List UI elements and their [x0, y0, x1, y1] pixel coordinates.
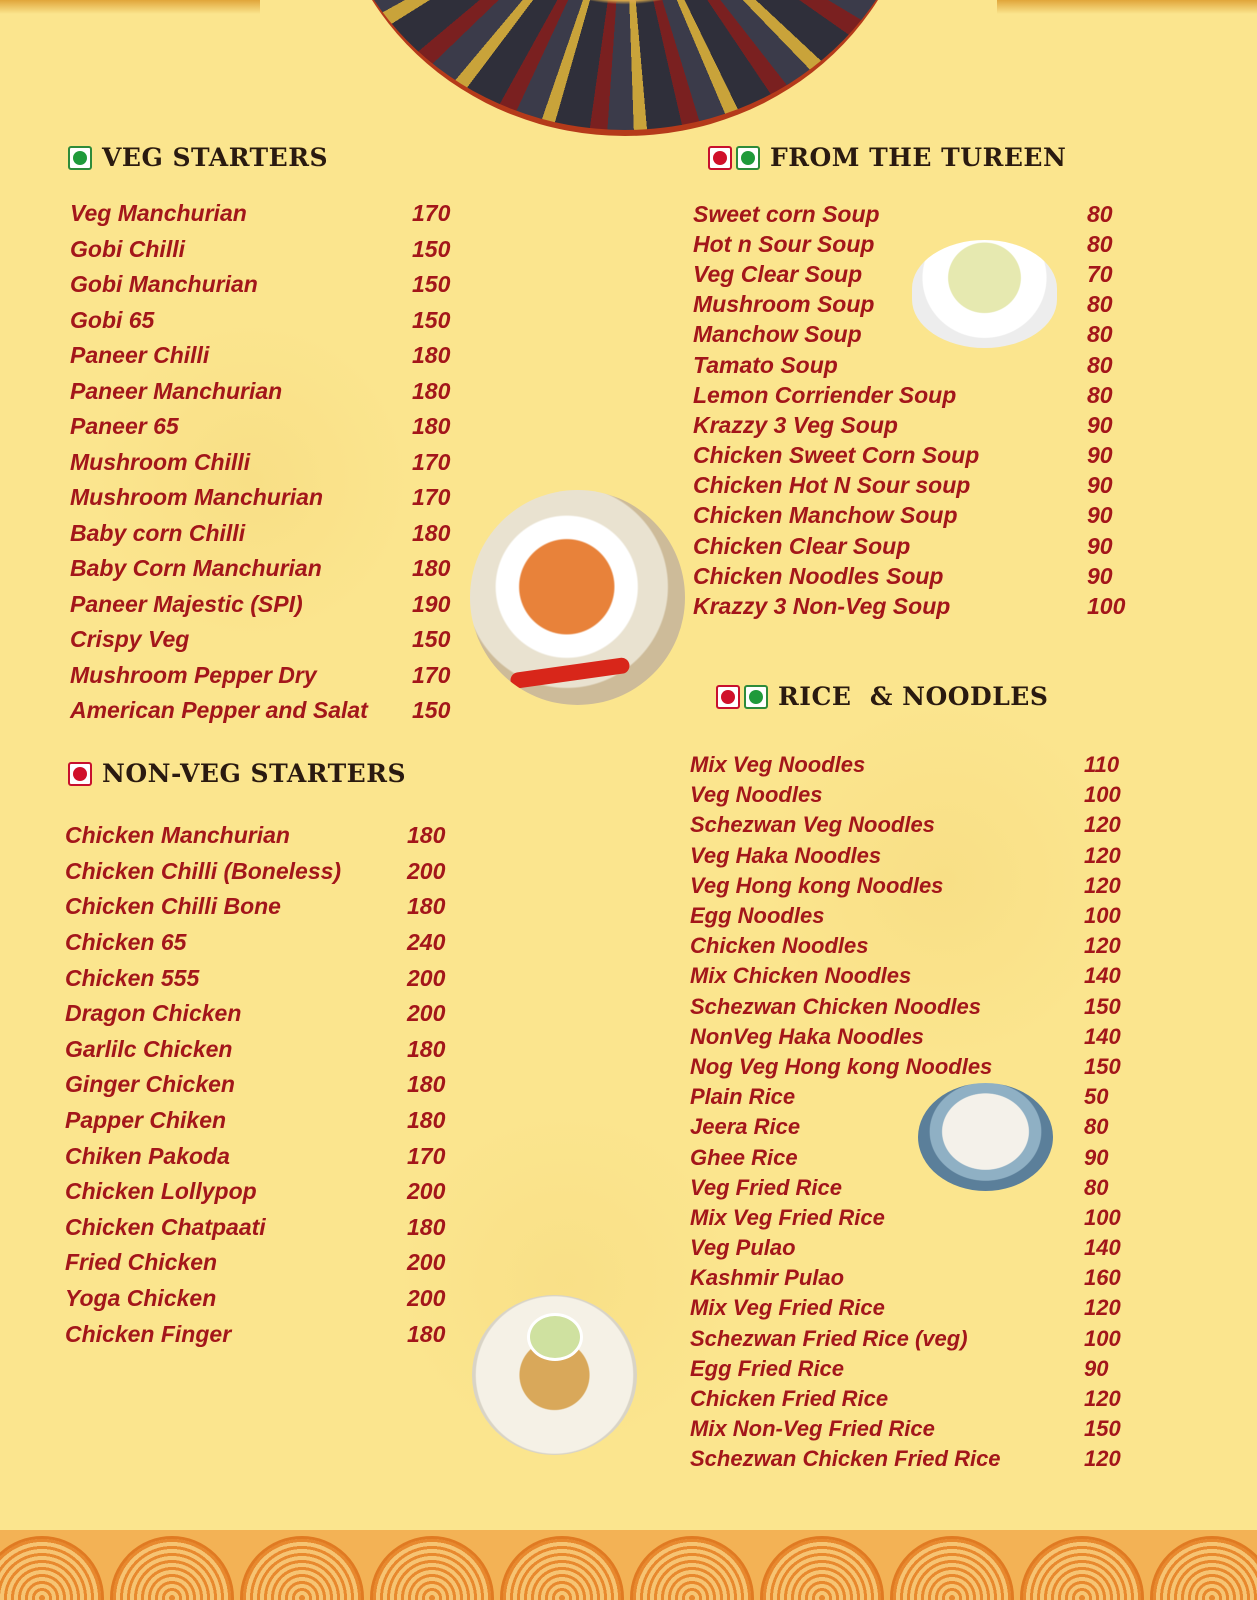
menu-item-name: Krazzy 3 Veg Soup — [693, 411, 898, 438]
menu-item-name: Paneer Manchurian — [70, 377, 283, 404]
menu-item-price: 180 — [407, 1035, 446, 1062]
menu-item-price: 90 — [1084, 1144, 1109, 1170]
menu-item — [70, 196, 458, 232]
menu-item — [70, 516, 458, 552]
menu-item — [690, 961, 1130, 991]
menu-item-price: 180 — [407, 1213, 446, 1240]
menu-item — [65, 1316, 453, 1352]
menu-item-price: 80 — [1087, 200, 1113, 227]
menu-item — [693, 591, 1133, 621]
chicken-finger-plate-image — [472, 1295, 637, 1455]
menu-item — [690, 871, 1130, 901]
menu-item — [690, 780, 1130, 810]
menu-item-price: 240 — [407, 929, 446, 956]
menu-item-price: 190 — [412, 590, 451, 617]
menu-item — [690, 1173, 1130, 1203]
menu-item-price: 180 — [407, 1071, 446, 1098]
menu-item-name: Chicken Finger — [65, 1320, 232, 1347]
veg-starters-title: VEG STARTERS — [102, 143, 329, 172]
rice-noodles-title: RICE & NOODLES — [778, 682, 1049, 711]
menu-item — [690, 992, 1130, 1022]
menu-item-name: Schezwan Chicken Fried Rice — [690, 1446, 1001, 1472]
menu-item-price: 150 — [1084, 1416, 1121, 1442]
menu-item-name: Dragon Chicken — [65, 1000, 242, 1027]
menu-item-price: 170 — [407, 1142, 446, 1169]
menu-item-price: 200 — [407, 1178, 446, 1205]
menu-item-price: 180 — [407, 1107, 446, 1134]
menu-item-name: Crispy Veg — [70, 626, 190, 653]
menu-item-price: 140 — [1084, 1235, 1121, 1261]
menu-item-price: 100 — [1087, 593, 1126, 620]
menu-item-name: Chicken 65 — [65, 929, 187, 956]
menu-item-price: 150 — [412, 626, 451, 653]
menu-item — [65, 1281, 453, 1317]
menu-item-name: Lemon Corriender Soup — [693, 381, 957, 408]
menu-item — [690, 810, 1130, 840]
menu-item-name: Paneer Majestic (SPI) — [70, 590, 303, 617]
menu-item-price: 180 — [412, 519, 451, 546]
menu-item-name: Yoga Chicken — [65, 1285, 217, 1312]
menu-item-name: Sweet corn Soup — [693, 200, 880, 227]
menu-item — [693, 501, 1133, 531]
menu-item-price: 150 — [412, 697, 451, 724]
menu-item-price: 150 — [412, 271, 451, 298]
menu-item — [70, 587, 458, 623]
menu-item-name: Veg Noodles — [690, 782, 823, 808]
menu-item-price: 200 — [407, 1000, 446, 1027]
top-right-ornament — [997, 0, 1257, 14]
menu-item-name: Mushroom Pepper Dry — [70, 661, 317, 688]
menu-item-price: 80 — [1087, 230, 1113, 257]
menu-item-name: Veg Manchurian — [70, 200, 247, 227]
menu-item-price: 120 — [1084, 872, 1121, 898]
menu-item-name: Baby Corn Manchurian — [70, 555, 322, 582]
menu-item-price: 120 — [1084, 933, 1121, 959]
menu-item-name: Hot n Sour Soup — [693, 230, 875, 257]
menu-item — [693, 320, 1133, 350]
menu-item-price: 100 — [1084, 782, 1121, 808]
menu-item-price: 120 — [1084, 1386, 1121, 1412]
nonveg-indicator-icon — [68, 762, 92, 786]
menu-item-price: 120 — [1084, 1295, 1121, 1321]
menu-item — [690, 931, 1130, 961]
menu-item-price: 180 — [412, 377, 451, 404]
menu-item — [690, 1324, 1130, 1354]
menu-item — [65, 1174, 453, 1210]
menu-item-name: Tamato Soup — [693, 351, 838, 378]
menu-item-price: 90 — [1087, 411, 1113, 438]
menu-item — [690, 1082, 1130, 1112]
menu-item-price: 200 — [407, 964, 446, 991]
menu-item-name: Veg Hong kong Noodles — [690, 872, 944, 898]
menu-item — [690, 901, 1130, 931]
menu-item — [70, 480, 458, 516]
menu-item-name: Chicken Lollypop — [65, 1178, 257, 1205]
menu-item-name: Gobi Chilli — [70, 235, 185, 262]
menu-item — [693, 229, 1133, 259]
menu-item-name: Mix Veg Noodles — [690, 752, 866, 778]
menu-item-price: 180 — [412, 413, 451, 440]
menu-item-price: 170 — [412, 484, 451, 511]
menu-item — [65, 1067, 453, 1103]
menu-item-price: 80 — [1084, 1114, 1109, 1140]
menu-item-price: 200 — [407, 1249, 446, 1276]
menu-item-name: Mix Veg Fried Rice — [690, 1295, 885, 1321]
rice-noodles-list — [690, 750, 1130, 1475]
menu-item-price: 100 — [1084, 1325, 1121, 1351]
menu-item-price: 120 — [1084, 842, 1121, 868]
menu-item-name: NonVeg Haka Noodles — [690, 1023, 924, 1049]
menu-item — [65, 889, 453, 925]
bottom-ornamental-border — [0, 1530, 1257, 1600]
menu-item-price: 180 — [407, 893, 446, 920]
menu-item-price: 90 — [1087, 472, 1113, 499]
rice-noodles-heading — [716, 682, 1048, 711]
menu-item-price: 120 — [1084, 812, 1121, 838]
menu-item-name: Chicken Fried Rice — [690, 1386, 889, 1412]
veg-starters-heading — [68, 143, 328, 172]
menu-item-name: Plain Rice — [690, 1084, 796, 1110]
menu-item — [693, 199, 1133, 229]
menu-item-price: 150 — [412, 306, 451, 333]
menu-item — [693, 471, 1133, 501]
menu-item — [65, 818, 453, 854]
clear-soup-bowl-image — [912, 240, 1057, 348]
veg-indicator-icon — [736, 146, 760, 170]
menu-item-name: American Pepper and Salat — [70, 697, 368, 724]
menu-item — [690, 1444, 1130, 1474]
menu-item-name: Veg Clear Soup — [693, 260, 863, 287]
menu-item-name: Gobi 65 — [70, 306, 155, 333]
menu-item — [690, 1354, 1130, 1384]
menu-item — [70, 445, 458, 481]
menu-item — [70, 232, 458, 268]
menu-item — [693, 561, 1133, 591]
menu-item-name: Paneer 65 — [70, 413, 179, 440]
menu-item-name: Chicken Noodles Soup — [693, 562, 944, 589]
menu-item — [693, 531, 1133, 561]
menu-item — [690, 1414, 1130, 1444]
menu-item-price: 90 — [1087, 502, 1113, 529]
nonveg-starters-heading — [68, 759, 406, 788]
menu-item — [65, 1210, 453, 1246]
menu-item — [690, 1233, 1130, 1263]
veg-indicator-icon — [744, 685, 768, 709]
menu-item-price: 170 — [412, 200, 451, 227]
menu-item — [70, 409, 458, 445]
menu-item-name: Chiken Pakoda — [65, 1142, 230, 1169]
menu-item — [70, 693, 458, 729]
menu-item — [70, 338, 458, 374]
menu-item-name: Mix Veg Fried Rice — [690, 1204, 885, 1230]
menu-item-price: 180 — [412, 555, 451, 582]
menu-item — [693, 410, 1133, 440]
menu-item-name: Chicken Chatpaati — [65, 1213, 266, 1240]
menu-item-name: Veg Fried Rice — [690, 1174, 843, 1200]
menu-item-name: Mushroom Manchurian — [70, 484, 324, 511]
menu-item-name: Ghee Rice — [690, 1144, 798, 1170]
menu-item — [70, 622, 458, 658]
menu-item-price: 80 — [1087, 351, 1113, 378]
menu-item-price: 120 — [1084, 1446, 1121, 1472]
menu-item-name: Jeera Rice — [690, 1114, 801, 1140]
menu-item — [70, 267, 458, 303]
menu-item-name: Chicken Manchow Soup — [693, 502, 958, 529]
menu-item — [690, 1052, 1130, 1082]
menu-item-price: 80 — [1087, 381, 1113, 408]
menu-item-name: Mushroom Chilli — [70, 448, 251, 475]
menu-item-name: Fried Chicken — [65, 1249, 218, 1276]
menu-item — [65, 996, 453, 1032]
menu-item — [70, 658, 458, 694]
menu-item — [690, 1142, 1130, 1172]
menu-item-name: Schezwan Veg Noodles — [690, 812, 935, 838]
menu-item — [690, 1293, 1130, 1323]
rice-bowl-image — [918, 1083, 1053, 1191]
menu-item-name: Egg Noodles — [690, 903, 825, 929]
menu-item — [690, 750, 1130, 780]
menu-item-name: Chicken Sweet Corn Soup — [693, 442, 980, 469]
menu-item — [693, 441, 1133, 471]
menu-item — [693, 350, 1133, 380]
menu-item-price: 200 — [407, 1285, 446, 1312]
menu-item-name: Veg Haka Noodles — [690, 842, 882, 868]
menu-item-name: Mix Non-Veg Fried Rice — [690, 1416, 935, 1442]
menu-item-name: Chicken Clear Soup — [693, 532, 911, 559]
menu-item-name: Chicken Manchurian — [65, 822, 290, 849]
menu-item-price: 140 — [1084, 1023, 1121, 1049]
menu-item-name: Schezwan Fried Rice (veg) — [690, 1325, 968, 1351]
menu-item — [65, 1138, 453, 1174]
menu-item-name: Gobi Manchurian — [70, 271, 258, 298]
nonveg-starters-list — [65, 818, 453, 1352]
menu-item-name: Mix Chicken Noodles — [690, 963, 912, 989]
menu-item-price: 200 — [407, 857, 446, 884]
menu-item — [690, 1022, 1130, 1052]
menu-item — [690, 841, 1130, 871]
menu-item-price: 150 — [412, 235, 451, 262]
menu-item-price: 80 — [1087, 321, 1113, 348]
menu-item — [690, 1263, 1130, 1293]
menu-item-name: Egg Fried Rice — [690, 1355, 845, 1381]
menu-item-price: 90 — [1087, 442, 1113, 469]
menu-item — [70, 374, 458, 410]
menu-item-price: 100 — [1084, 1204, 1121, 1230]
menu-item-name: Mushroom Soup — [693, 291, 875, 318]
menu-item — [690, 1112, 1130, 1142]
menu-item — [65, 925, 453, 961]
veg-starters-list — [70, 196, 458, 729]
menu-item-price: 140 — [1084, 963, 1121, 989]
menu-item-price: 80 — [1087, 291, 1113, 318]
menu-item — [690, 1203, 1130, 1233]
menu-item-price: 170 — [412, 661, 451, 688]
menu-item-price: 150 — [1084, 993, 1121, 1019]
menu-item-price: 110 — [1084, 752, 1120, 778]
menu-item-price: 170 — [412, 448, 451, 475]
menu-item — [70, 551, 458, 587]
tureen-list — [693, 199, 1133, 622]
nonveg-indicator-icon — [708, 146, 732, 170]
menu-item-name: Kashmir Pulao — [690, 1265, 845, 1291]
menu-item — [690, 1384, 1130, 1414]
menu-item-price: 150 — [1084, 1053, 1121, 1079]
veg-indicator-icon — [68, 146, 92, 170]
menu-item — [65, 854, 453, 890]
menu-item — [693, 380, 1133, 410]
menu-item — [65, 1245, 453, 1281]
menu-item-price: 50 — [1084, 1084, 1109, 1110]
menu-item-name: Chicken Noodles — [690, 933, 869, 959]
menu-item-name: Garlilc Chicken — [65, 1035, 233, 1062]
menu-item-price: 160 — [1084, 1265, 1121, 1291]
nonveg-starters-title: NON-VEG STARTERS — [102, 759, 407, 788]
menu-item — [70, 303, 458, 339]
menu-item-name: Veg Pulao — [690, 1235, 796, 1261]
menu-item-price: 90 — [1087, 532, 1113, 559]
menu-item-price: 90 — [1087, 562, 1113, 589]
nonveg-indicator-icon — [716, 685, 740, 709]
menu-item-name: Nog Veg Hong kong Noodles — [690, 1053, 993, 1079]
menu-item-name: Schezwan Chicken Noodles — [690, 993, 981, 1019]
top-left-ornament — [0, 0, 260, 14]
menu-item-name: Papper Chiken — [65, 1107, 227, 1134]
menu-item-name: Chicken Hot N Sour soup — [693, 472, 971, 499]
menu-item-name: Chicken Chilli (Boneless) — [65, 857, 342, 884]
menu-item-name: Manchow Soup — [693, 321, 862, 348]
menu-item-name: Chicken Chilli Bone — [65, 893, 281, 920]
tureen-heading — [708, 143, 1066, 172]
menu-item-price: 70 — [1087, 260, 1113, 287]
menu-item-name: Paneer Chilli — [70, 342, 210, 369]
tureen-title: FROM THE TUREEN — [770, 143, 1067, 172]
menu-item-price: 100 — [1084, 903, 1121, 929]
menu-item-name: Chicken 555 — [65, 964, 200, 991]
menu-item-price: 180 — [407, 822, 446, 849]
menu-item — [65, 1032, 453, 1068]
menu-item — [65, 1103, 453, 1139]
menu-item-name: Ginger Chicken — [65, 1071, 235, 1098]
menu-item-price: 180 — [412, 342, 451, 369]
menu-item-price: 180 — [407, 1320, 446, 1347]
menu-item-name: Krazzy 3 Non-Veg Soup — [693, 593, 951, 620]
menu-item-price: 80 — [1084, 1174, 1109, 1200]
menu-item-name: Baby corn Chilli — [70, 519, 246, 546]
menu-item-price: 90 — [1084, 1355, 1109, 1381]
soup-bowl-image — [470, 490, 685, 705]
menu-item — [65, 960, 453, 996]
